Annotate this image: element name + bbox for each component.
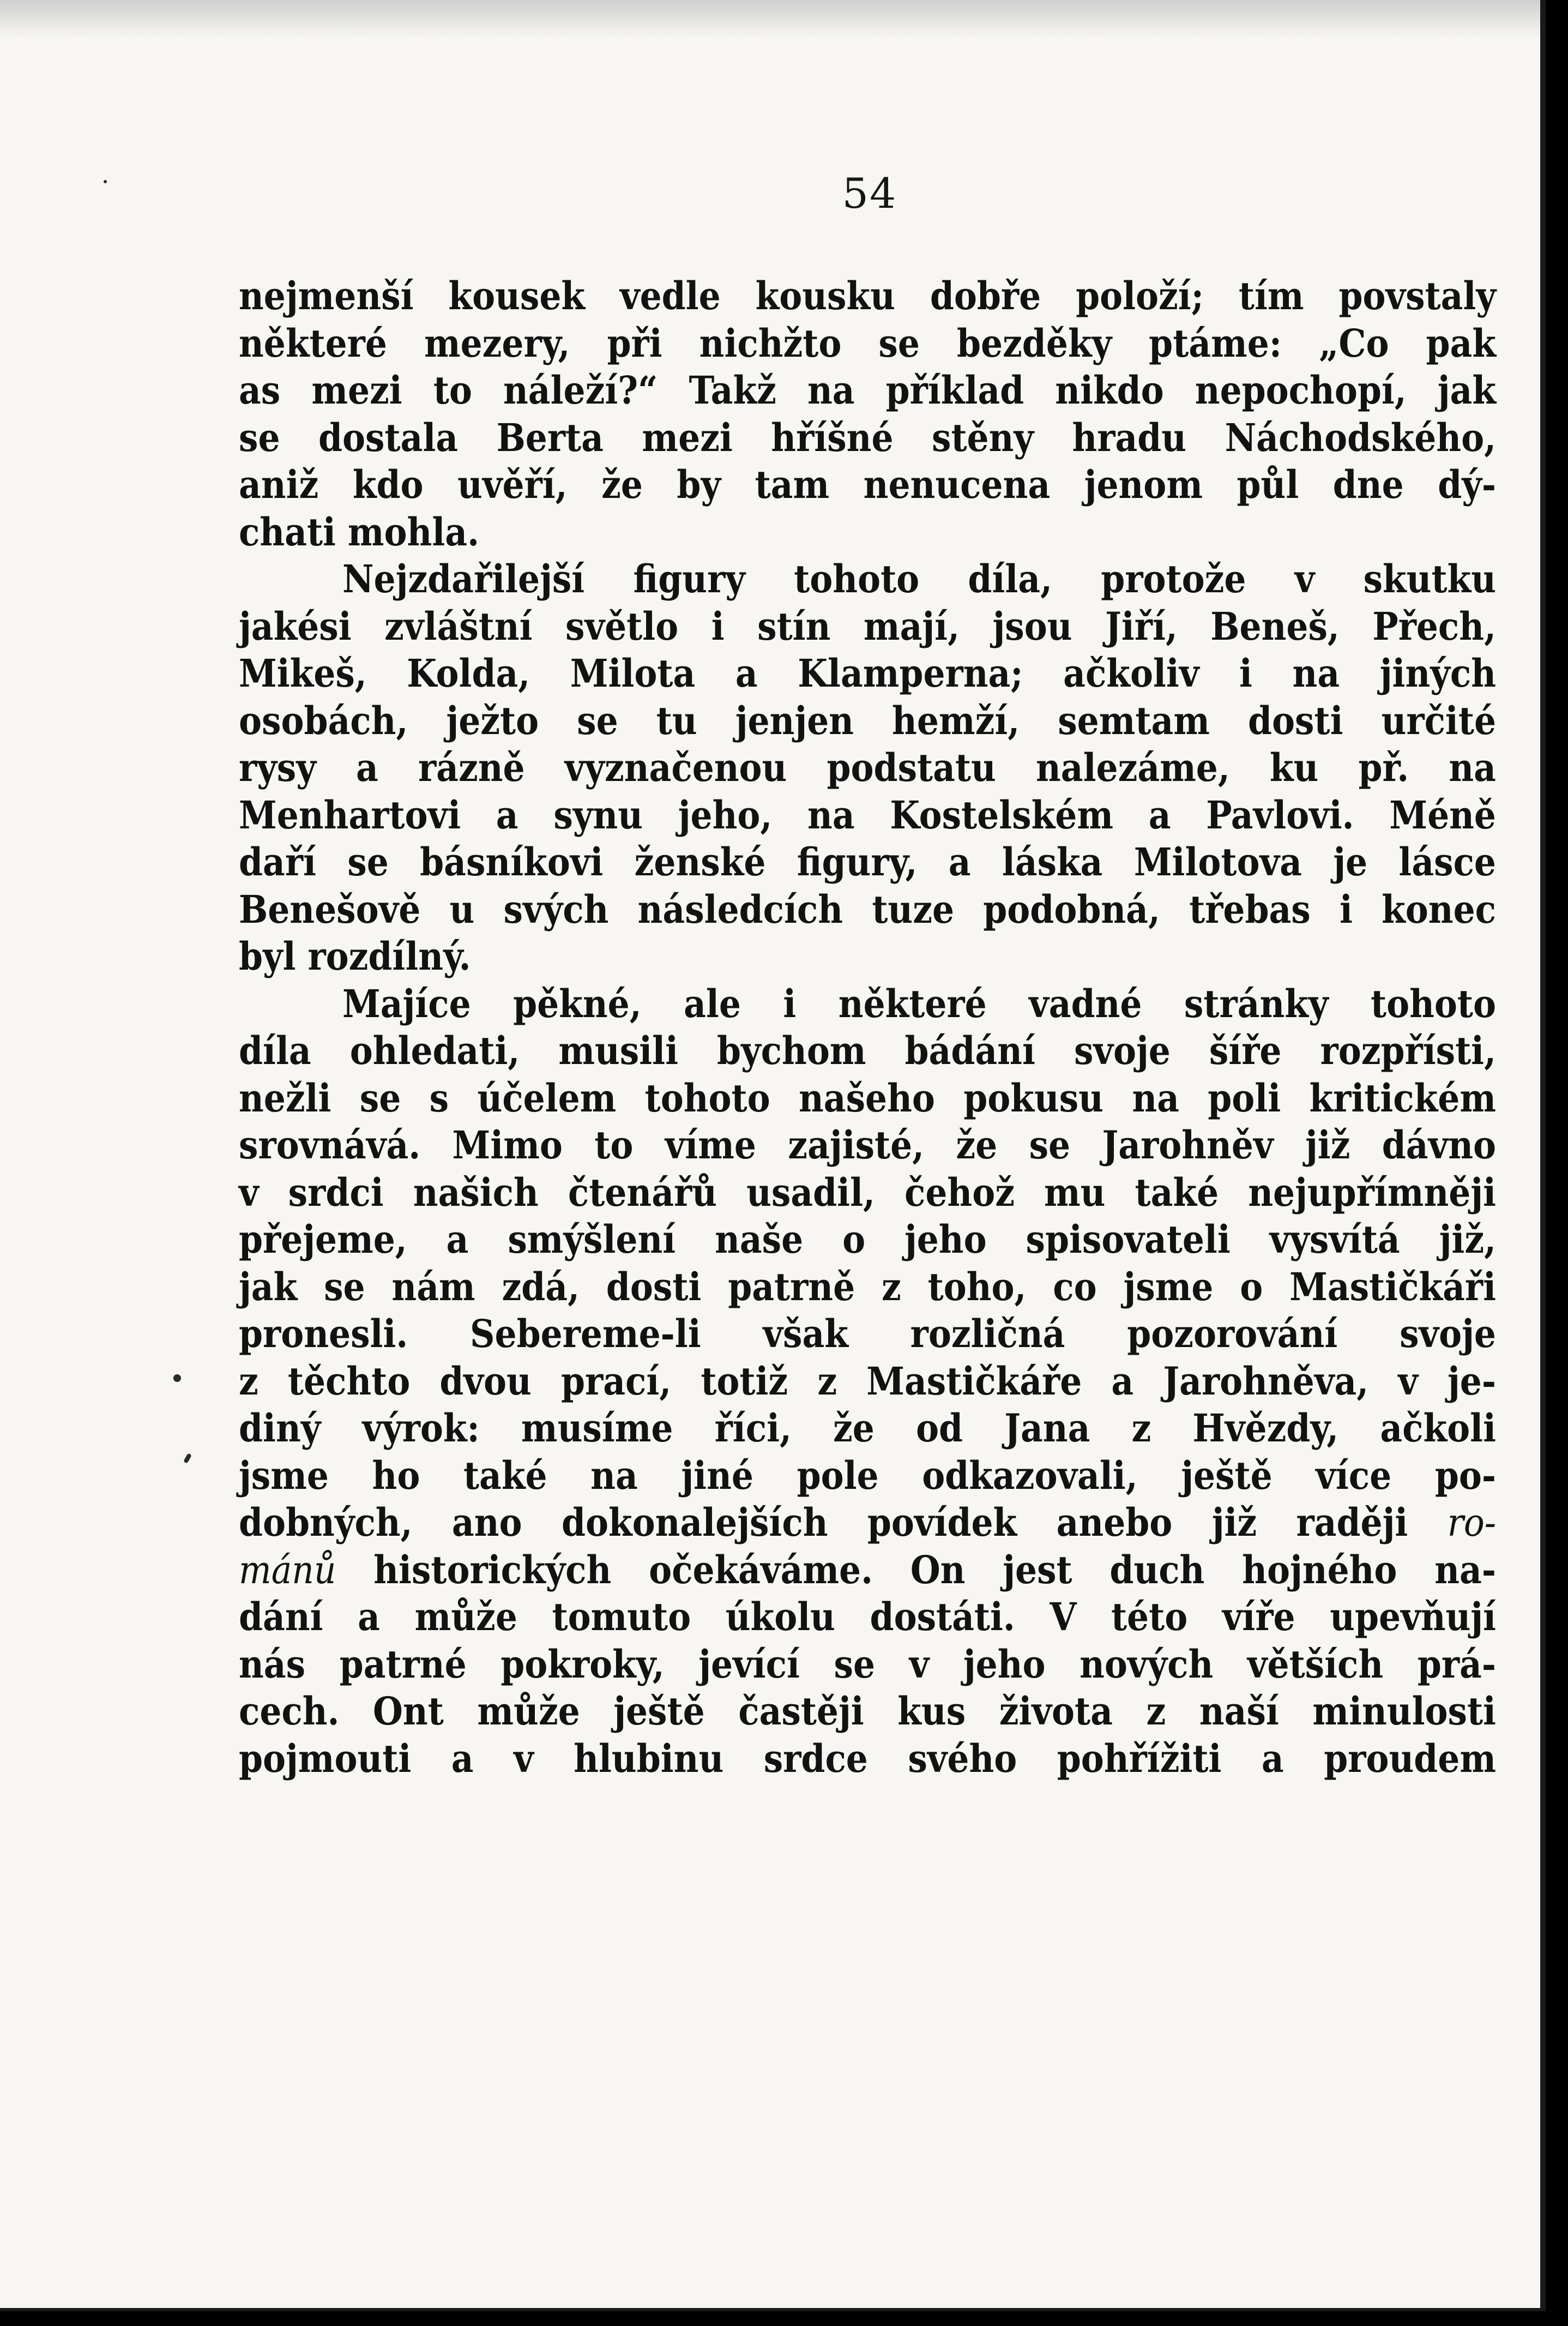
text-line-with-italic [239, 1499, 1496, 1547]
text-line: Mikeš, Kolda, Milota a Klamperna; ačkoliv i na jiných [239, 651, 1496, 696]
text-line: pojmouti a v hlubinu srdce svého pohřížiti a proudem [239, 1735, 1496, 1781]
text-line: chati mohla. [239, 509, 479, 555]
text-line: v srdci našich čtenářů usadil, čehož mu také nejupřímněji [239, 1169, 1496, 1215]
text-line: přejeme, a smýšlení naše o jeho spisovateli vysvítá již, [239, 1217, 1496, 1262]
body-text [239, 273, 1496, 1782]
text-line: osobách, ježto se tu jenjen hemží, semtam dosti určité [239, 698, 1496, 743]
text-line: byl rozdílný. [239, 934, 471, 979]
text-line: jak se nám zdá, dosti patrně z toho, co jsme o Mastičkáři [239, 1264, 1496, 1309]
page-edge-shadow [0, 0, 1540, 38]
text-line-with-italic [239, 1547, 1496, 1594]
text-line: pronesli. Sebereme-li však rozličná pozorování svoje [239, 1311, 1496, 1356]
text-line: Majíce pěkné, ale i některé vadné stránky tohoto [342, 981, 1496, 1026]
text-line: as mezi to náleží?“ Takž na příklad nikdo nepochopí, jak [239, 368, 1496, 413]
print-speck [104, 180, 107, 183]
print-speck [173, 1374, 181, 1382]
text-line: jsme ho také na jiné pole odkazovali, ještě více po- [239, 1452, 1496, 1498]
text-line: diný výrok: musíme říci, že od Jana z Hvězdy, ačkoli [239, 1405, 1496, 1451]
text-segment: mánů historických očekáváme. On jest duch hojného na- [239, 1547, 1496, 1592]
text-line: nás patrné pokroky, jevící se v jeho nových větších prá- [239, 1641, 1496, 1687]
text-segment: dobných, ano dokonalejších povídek anebo již raději ro- [239, 1500, 1496, 1545]
text-line: nežli se s účelem tohoto našeho pokusu na poli kritickém [239, 1075, 1496, 1121]
text-line: Nejzdařilejší figury tohoto díla, protože v skutku [342, 556, 1496, 602]
text-line: díla ohledati, musili bychom bádání svoje šíře rozpřísti, [239, 1028, 1496, 1073]
text-line: daří se básníkovi ženské figury, a láska Milotova je lásce [239, 839, 1496, 885]
page-number: 54 [842, 169, 897, 218]
text-line: rysy a rázně vyznačenou podstatu nalezáme, ku př. na [239, 745, 1496, 790]
text-line: některé mezery, při nichžto se bezděky ptáme: „Co pak [239, 320, 1496, 366]
text-line: cech. Ont může ještě častěji kus života z naší minulosti [239, 1688, 1496, 1734]
text-line: srovnává. Mimo to víme zajisté, že se Jarohněv již dávno [239, 1122, 1496, 1168]
text-line: Benešově u svých následcích tuze podobná, třebas i konec [239, 886, 1496, 932]
italic-word: ro- [1447, 1500, 1496, 1545]
text-line: se dostala Berta mezi hříšné stěny hradu Náchodského, [239, 414, 1496, 460]
text-line: nejmenší kousek vedle kousku dobře položí; tím povstaly [239, 273, 1496, 318]
text-line: Menhartovi a synu jeho, na Kostelském a Pavlovi. Méně [239, 792, 1496, 838]
text-line: jakési zvláštní světlo i stín mají, jsou Jiří, Beneš, Přech, [239, 603, 1496, 649]
text-line: aniž kdo uvěří, že by tam nenucena jenom půl dne dý- [239, 462, 1496, 507]
print-speck [183, 1453, 192, 1464]
text-line: dání a může tomuto úkolu dostáti. V této víře upevňují [239, 1594, 1496, 1639]
italic-word: mánů [239, 1547, 336, 1592]
text-line: z těchto dvou prací, totiž z Mastičkáře a Jarohněva, v je- [239, 1358, 1496, 1404]
